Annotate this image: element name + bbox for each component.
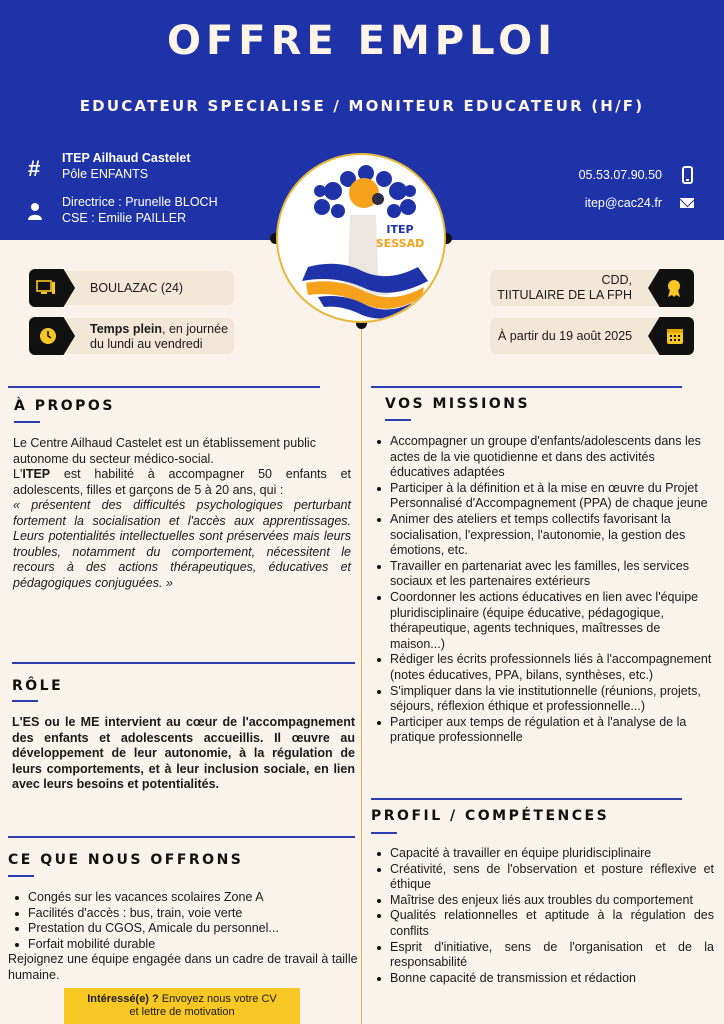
offer-closing: Rejoignez une équipe engagée dans un cadre de travail à taille humaine. [8,952,358,982]
about-heading: À PROPOS [14,398,115,414]
offer-list [10,890,355,952]
contract-status: TIITULAIRE DE LA FPH [497,288,632,302]
missions-top-rule [371,386,682,388]
hashtag-icon: # [28,156,41,181]
offer-item: Facilités d'accès : bus, train, voie verte [10,906,355,922]
missions-list [372,434,712,746]
director-name: Directrice : Prunelle BLOCH [62,195,218,209]
computer-icon [36,278,56,298]
contract-type: CDD, [601,273,632,287]
calendar-icon [665,326,685,346]
mission-item: Travailler en partenariat avec les familles, les services sociaux et les partenaires extérieurs [372,559,712,590]
profile-item: Maîtrise des enjeux liés aux troubles du comportement [372,893,714,909]
offer-underline [8,875,34,877]
cse-name: CSE : Emilie PAILLER [62,211,187,225]
about-body [13,436,351,591]
about-paragraph-1: Le Centre Ailhaud Castelet est un établissement public autonome du secteur médico-social. [13,436,316,466]
schedule-rest: , en journée [162,322,229,336]
phone-icon [682,166,693,184]
contract-pill [490,270,668,306]
profile-item: Capacité à travailler en équipe pluridisciplinaire [372,846,714,862]
logo-text-sessad: SESSAD [375,237,425,250]
mission-item: Coordonner les actions éducatives en lien avec l'équipe pluridisciplinaire (équipe éducative, pédagogique, thérapeutique, agents techniques, maîtresses de maison...) [372,590,712,652]
role-underline [12,700,38,702]
page-title: OFFRE EMPLOI [166,18,558,64]
person-icon [28,202,42,220]
offer-heading: CE QUE NOUS OFFRONS [8,852,244,868]
itep-sessad-logo [276,153,446,323]
cta-line2: et lettre de motivation [129,1006,235,1018]
schedule-bold: Temps plein [90,322,163,336]
offer-top-rule [8,836,355,838]
profile-item: Qualités relationnelles et aptitude à la régulation des conflits [372,908,714,939]
column-divider-line [361,322,362,1024]
profile-item: Créativité, sens de l'observation et posture réflexive et éthique [372,862,714,893]
start-date-text: À partir du 19 août 2025 [498,329,633,343]
email-address[interactable]: itep@cac24.fr [584,196,662,210]
org-pole: Pôle ENFANTS [62,167,149,181]
job-title: EDUCATEUR SPECIALISE / MONITEUR EDUCATEUR (H/F) [79,97,645,115]
profile-list [372,846,714,986]
offer-item: Prestation du CGOS, Amicale du personnel... [10,921,355,937]
location-text: BOULAZAC (24) [90,281,184,295]
profile-heading: PROFIL / COMPÉTENCES [371,808,610,824]
organization-block [62,150,191,182]
about-paragraph-2: L'ITEP est habilité à accompagner 50 enfants et adolescents, filles et garçons de 5 à 20 ans, qui : [13,467,351,497]
role-top-rule [12,662,355,664]
tree-logo-icon [278,155,446,323]
apply-banner[interactable] [64,988,300,1024]
role-heading: RÔLE [12,678,64,694]
clock-icon [38,326,58,346]
offer-item: Congés sur les vacances scolaires Zone A [10,890,355,906]
cta-line1: Envoyez nous votre CV [158,993,277,1005]
mission-item: Rédiger les écrits professionnels liés à l'accompagnement (notes éducatives, PPA, bilans, synthèses, etc.) [372,652,712,683]
mission-item: Participer à la définition et à la mise en œuvre du Projet Personnalisé d'Accompagnement (PPA) de chaque jeune [372,481,712,512]
mail-icon [680,198,694,208]
org-name: ITEP Ailhaud Castelet [62,151,191,165]
about-top-rule [8,386,320,388]
profile-item: Esprit d'initiative, sens de l'organisation et de la responsabilité [372,940,714,971]
start-date-pill [490,318,668,354]
offer-item: Forfait mobilité durable [10,937,355,953]
profile-top-rule [371,798,682,800]
profile-item: Bonne capacité de transmission et rédaction [372,971,714,987]
missions-underline [385,419,411,421]
missions-heading: VOS MISSIONS [385,396,531,412]
mission-item: Animer des ateliers et temps collectifs favorisant la socialisation, l'expression, l'autonomie, la gestion des émotions, etc. [372,512,712,559]
about-underline [14,421,40,423]
mission-item: Accompagner un groupe d'enfants/adolescents dans les actes de la vie quotidienne et dans des activités éducatives adaptées [372,434,712,481]
award-icon [664,278,684,298]
about-quote: « présentent des difficultés psychologiques perturbant fortement la socialisation et l'accès aux apprentissages. Leurs potentialités intellectuelles sont préservées mais leurs troubles, notamment du comportement, nécessitent le recours à des actions thérapeutiques, éducatives et pédagogiques conjuguées. » [13,498,351,590]
cta-bold: Intéressé(e) ? [87,993,159,1005]
profile-underline [371,832,397,834]
contacts-block [62,194,218,226]
schedule-days: du lundi au vendredi [90,337,203,351]
mission-item: S'impliquer dans la vie institutionnelle (réunions, projets, séjours, réflexion éthique et professionnelle...) [372,684,712,715]
itep-bold: ITEP [22,467,51,481]
mission-item: Participer aux temps de régulation et à l'analyse de la pratique professionnelle [372,715,712,746]
role-body: L'ES ou le ME intervient au cœur de l'accompagnement des enfants et adolescents accueillis. Il œuvre au développement de leur autonomie, à la régulation de leurs comportements, et à leur inclusion sociale, en lien avec leurs besoins et potentialités. [12,715,355,791]
logo-text-itep: ITEP [386,223,414,236]
phone-number[interactable]: 05.53.07.90.50 [578,168,662,182]
